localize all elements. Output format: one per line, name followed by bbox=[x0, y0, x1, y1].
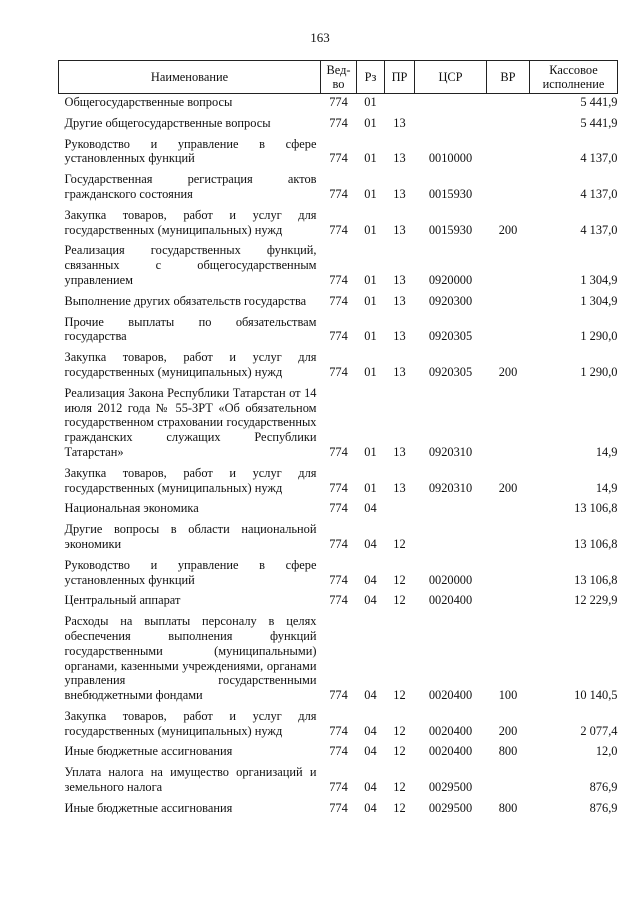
cell-pr: 12 bbox=[393, 723, 406, 738]
cell-sum: 10 140,5 bbox=[574, 688, 618, 703]
table-row bbox=[59, 169, 618, 205]
table-row bbox=[59, 205, 618, 241]
cell-rz: 04 bbox=[364, 593, 377, 608]
cell-name: Общегосударственные вопросы bbox=[64, 95, 233, 109]
table-row bbox=[59, 706, 618, 742]
cell-pr: 12 bbox=[393, 572, 406, 587]
cell-sum: 14,9 bbox=[595, 444, 618, 459]
cell-sum: 13 106,8 bbox=[574, 572, 618, 587]
table-header-row bbox=[59, 61, 618, 94]
cell-name: Выполнение других обязательств государства bbox=[64, 293, 307, 308]
cell-rz: 04 bbox=[364, 800, 377, 815]
cell-rz: 01 bbox=[364, 272, 377, 287]
table-row bbox=[59, 762, 618, 798]
header-name: Наименование bbox=[59, 61, 321, 94]
cell-pr: 13 bbox=[393, 444, 406, 459]
cell-ved: 774 bbox=[329, 536, 348, 551]
cell-rz: 01 bbox=[364, 480, 377, 495]
table-row bbox=[59, 134, 618, 170]
cell-ved: 774 bbox=[329, 293, 348, 308]
header-pr: ПР bbox=[385, 61, 415, 94]
cell-vr: 100 bbox=[498, 688, 518, 703]
cell-vr: 800 bbox=[498, 744, 518, 759]
cell-pr: 13 bbox=[393, 480, 406, 495]
cell-csr: 0015930 bbox=[428, 222, 473, 237]
cell-vr bbox=[487, 762, 530, 798]
cell-rz: 01 bbox=[364, 151, 377, 166]
cell-vr bbox=[487, 590, 530, 611]
cell-pr: 12 bbox=[393, 536, 406, 551]
cell-sum: 1 304,9 bbox=[580, 293, 618, 308]
table-row bbox=[59, 312, 618, 348]
table-row bbox=[59, 519, 618, 555]
cell-name: Иные бюджетные ассигнования bbox=[64, 800, 233, 815]
cell-pr: 13 bbox=[393, 222, 406, 237]
cell-sum: 1 304,9 bbox=[580, 272, 618, 287]
cell-csr: 0020400 bbox=[428, 744, 473, 759]
budget-execution-table bbox=[58, 60, 618, 819]
cell-ved: 774 bbox=[329, 800, 348, 815]
cell-sum: 5 441,9 bbox=[580, 115, 618, 130]
cell-csr: 0920305 bbox=[428, 364, 473, 379]
cell-pr: 13 bbox=[393, 364, 406, 379]
cell-ved: 774 bbox=[329, 222, 348, 237]
cell-ved: 774 bbox=[329, 501, 348, 516]
cell-csr: 0920000 bbox=[428, 272, 473, 287]
cell-vr bbox=[487, 555, 530, 591]
cell-name: Руководство и управление в сфере установленных функций bbox=[64, 557, 317, 587]
cell-name: Закупка товаров, работ и услуг для государственных (муниципальных) нужд bbox=[64, 465, 317, 495]
table-row bbox=[59, 291, 618, 312]
cell-csr: 0920305 bbox=[428, 329, 473, 344]
cell-sum: 1 290,0 bbox=[580, 329, 618, 344]
header-rz: Рз bbox=[357, 61, 385, 94]
cell-vr: 200 bbox=[498, 222, 518, 237]
cell-ved: 774 bbox=[329, 572, 348, 587]
table-row bbox=[59, 611, 618, 706]
cell-vr bbox=[487, 94, 530, 113]
cell-vr bbox=[487, 291, 530, 312]
cell-name: Реализация Закона Республики Татарстан от 14 июля 2012 года № 55-ЗРТ «Об обязательном государственном страховании государственных гражданских служащих Республики Татарстан» bbox=[64, 385, 317, 459]
cell-csr: 0020400 bbox=[428, 723, 473, 738]
cell-ved: 774 bbox=[329, 151, 348, 166]
cell-vr: 200 bbox=[498, 480, 518, 495]
cell-name: Другие общегосударственные вопросы bbox=[64, 115, 271, 130]
cell-sum: 12,0 bbox=[595, 744, 618, 759]
table-row bbox=[59, 741, 618, 762]
cell-name: Государственная регистрация актов гражданского состояния bbox=[64, 172, 317, 201]
cell-sum: 876,9 bbox=[589, 800, 618, 815]
cell-vr bbox=[487, 134, 530, 170]
cell-rz: 04 bbox=[364, 688, 377, 703]
cell-csr: 0920310 bbox=[428, 444, 473, 459]
cell-ved: 774 bbox=[329, 186, 348, 201]
cell-vr bbox=[487, 169, 530, 205]
cell-sum: 12 229,9 bbox=[574, 593, 618, 608]
cell-name: Уплата налога на имущество организаций и земельного налога bbox=[64, 765, 317, 795]
cell-rz: 01 bbox=[364, 444, 377, 459]
table-row bbox=[59, 240, 618, 290]
cell-vr: 200 bbox=[498, 723, 518, 738]
cell-csr: 0020400 bbox=[428, 688, 473, 703]
cell-rz: 04 bbox=[364, 744, 377, 759]
table-row bbox=[59, 113, 618, 134]
cell-pr: 13 bbox=[393, 329, 406, 344]
cell-sum: 4 137,0 bbox=[580, 222, 618, 237]
cell-csr bbox=[415, 94, 487, 113]
cell-ved: 774 bbox=[329, 95, 348, 109]
header-csr: ЦСР bbox=[415, 61, 487, 94]
cell-csr bbox=[415, 498, 487, 519]
cell-sum: 2 077,4 bbox=[580, 723, 618, 738]
cell-pr: 12 bbox=[393, 593, 406, 608]
cell-pr: 13 bbox=[393, 186, 406, 201]
cell-sum: 13 106,8 bbox=[574, 501, 618, 516]
cell-csr: 0920300 bbox=[428, 293, 473, 308]
table-row bbox=[59, 94, 618, 113]
cell-vr bbox=[487, 383, 530, 463]
cell-ved: 774 bbox=[329, 480, 348, 495]
cell-sum: 5 441,9 bbox=[580, 95, 618, 109]
table-row bbox=[59, 498, 618, 519]
cell-name: Расходы на выплаты персоналу в целях обеспечения выполнения функций государственными (муниципальными) органами, казенными учреждениями, органами управления государственными внебюджетными фондами bbox=[64, 614, 317, 703]
cell-csr: 0920310 bbox=[428, 480, 473, 495]
cell-name: Закупка товаров, работ и услуг для государственных (муниципальных) нужд bbox=[64, 708, 317, 738]
cell-csr bbox=[415, 113, 487, 134]
cell-rz: 01 bbox=[364, 222, 377, 237]
cell-rz: 04 bbox=[364, 536, 377, 551]
cell-name: Другие вопросы в области национальной экономики bbox=[64, 522, 317, 551]
cell-rz: 04 bbox=[364, 780, 377, 795]
cell-name: Прочие выплаты по обязательствам государства bbox=[64, 314, 317, 344]
cell-vr: 800 bbox=[498, 800, 518, 815]
cell-vr bbox=[487, 240, 530, 290]
cell-pr bbox=[385, 498, 415, 519]
cell-rz: 04 bbox=[364, 501, 377, 516]
cell-pr: 13 bbox=[393, 115, 406, 130]
cell-sum: 4 137,0 bbox=[580, 151, 618, 166]
cell-vr bbox=[487, 519, 530, 555]
table-body bbox=[59, 94, 618, 819]
cell-ved: 774 bbox=[329, 780, 348, 795]
cell-rz: 01 bbox=[364, 364, 377, 379]
cell-rz: 01 bbox=[364, 95, 377, 109]
page-number: 163 bbox=[310, 30, 330, 45]
cell-name: Реализация государственных функций, связанных с общегосударственным управлением bbox=[64, 243, 317, 287]
cell-ved: 774 bbox=[329, 444, 348, 459]
table-row bbox=[59, 383, 618, 463]
cell-ved: 774 bbox=[329, 744, 348, 759]
cell-ved: 774 bbox=[329, 364, 348, 379]
cell-name: Закупка товаров, работ и услуг для государственных (муниципальных) нужд bbox=[64, 207, 317, 237]
cell-sum: 876,9 bbox=[589, 780, 618, 795]
cell-pr: 12 bbox=[393, 744, 406, 759]
cell-rz: 01 bbox=[364, 293, 377, 308]
cell-ved: 774 bbox=[329, 593, 348, 608]
cell-pr bbox=[385, 94, 415, 113]
cell-name: Национальная экономика bbox=[64, 501, 199, 516]
table-row bbox=[59, 555, 618, 591]
cell-pr: 13 bbox=[393, 272, 406, 287]
cell-rz: 01 bbox=[364, 186, 377, 201]
cell-sum: 14,9 bbox=[595, 480, 618, 495]
cell-pr: 13 bbox=[393, 293, 406, 308]
table-row bbox=[59, 798, 618, 819]
header-ved: Вед- во bbox=[321, 61, 357, 94]
cell-rz: 01 bbox=[364, 115, 377, 130]
cell-rz: 01 bbox=[364, 329, 377, 344]
cell-ved: 774 bbox=[329, 723, 348, 738]
cell-pr: 12 bbox=[393, 800, 406, 815]
cell-csr: 0010000 bbox=[428, 151, 473, 166]
cell-csr: 0020000 bbox=[428, 572, 473, 587]
cell-ved: 774 bbox=[329, 688, 348, 703]
cell-name: Руководство и управление в сфере установленных функций bbox=[64, 136, 317, 166]
table-row bbox=[59, 347, 618, 383]
cell-pr: 12 bbox=[393, 688, 406, 703]
cell-vr bbox=[487, 113, 530, 134]
cell-sum: 13 106,8 bbox=[574, 536, 618, 551]
cell-ved: 774 bbox=[329, 329, 348, 344]
header-vr: ВР bbox=[487, 61, 530, 94]
cell-rz: 04 bbox=[364, 572, 377, 587]
cell-name: Иные бюджетные ассигнования bbox=[64, 744, 233, 759]
cell-sum: 1 290,0 bbox=[580, 364, 618, 379]
table-row bbox=[59, 463, 618, 499]
cell-csr: 0029500 bbox=[428, 800, 473, 815]
cell-csr: 0029500 bbox=[428, 780, 473, 795]
cell-ved: 774 bbox=[329, 272, 348, 287]
cell-vr bbox=[487, 312, 530, 348]
cell-csr bbox=[415, 519, 487, 555]
cell-sum: 4 137,0 bbox=[580, 186, 618, 201]
cell-vr bbox=[487, 498, 530, 519]
cell-pr: 12 bbox=[393, 780, 406, 795]
table-row bbox=[59, 590, 618, 611]
cell-name: Закупка товаров, работ и услуг для государственных (муниципальных) нужд bbox=[64, 350, 317, 379]
cell-csr: 0015930 bbox=[428, 186, 473, 201]
cell-name: Центральный аппарат bbox=[64, 593, 181, 608]
cell-pr: 13 bbox=[393, 151, 406, 166]
header-sum: Кассовое исполнение bbox=[530, 61, 618, 94]
cell-ved: 774 bbox=[329, 115, 348, 130]
cell-vr: 200 bbox=[498, 364, 518, 379]
cell-rz: 04 bbox=[364, 723, 377, 738]
cell-csr: 0020400 bbox=[428, 593, 473, 608]
